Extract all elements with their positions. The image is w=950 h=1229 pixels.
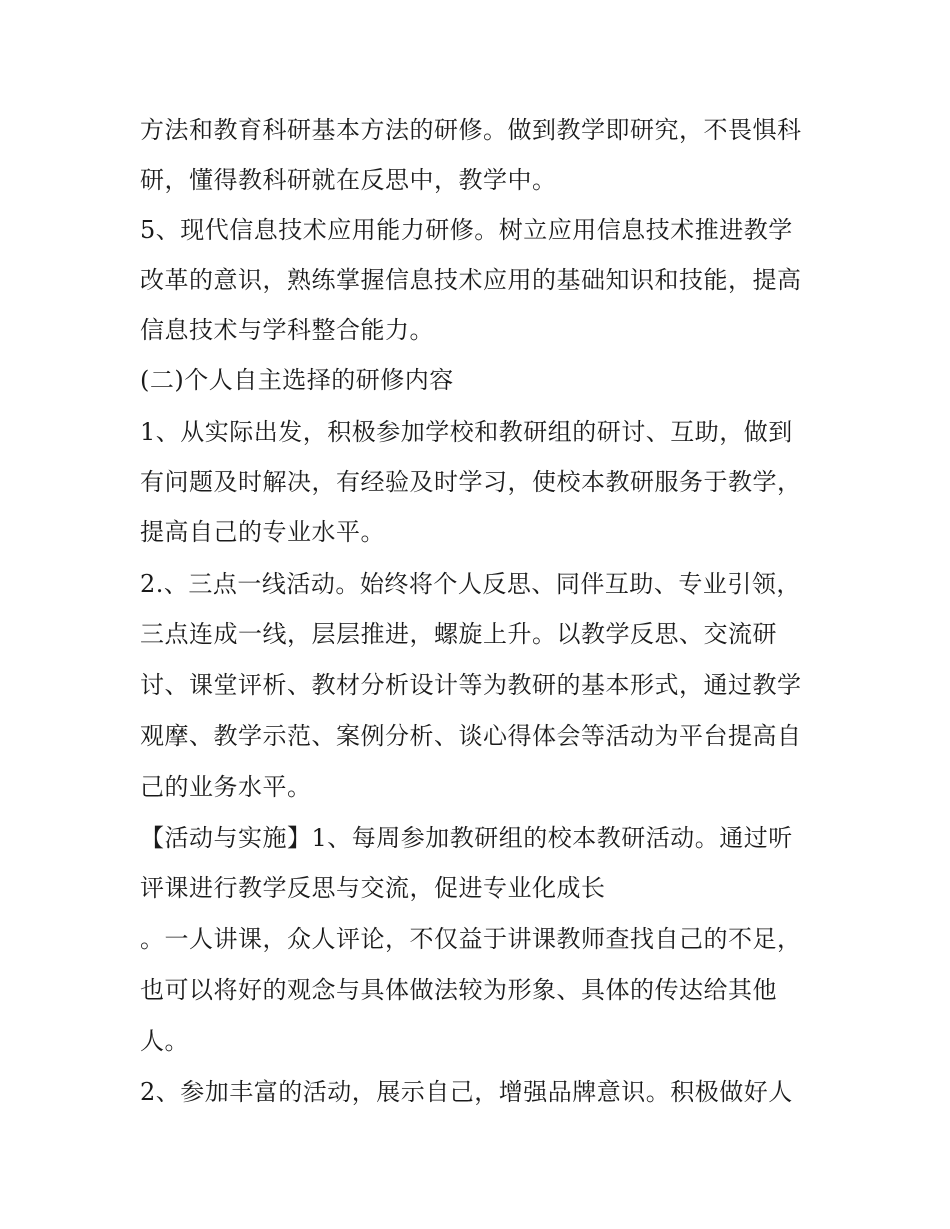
text-line: 改革的意识，熟练掌握信息技术应用的基础知识和技能，提高	[140, 266, 802, 294]
text-line: 有问题及时解决，有经验及时学习，使校本教研服务于教学，	[140, 468, 802, 496]
text-line: 研，懂得教科研就在反思中，教学中。	[140, 166, 557, 194]
text-line: 5、现代信息技术应用能力研修。树立应用信息技术推进教学	[140, 216, 793, 244]
text-line: 己的业务水平。	[140, 773, 312, 801]
text-line: 提高自己的专业水平。	[140, 518, 385, 546]
text-line: 也可以将好的观念与具体做法较为形象、具体的传达给其他	[140, 976, 777, 1004]
text-line: 1、从实际出发，积极参加学校和教研组的研讨、互助，做到	[140, 418, 793, 446]
text-line: 。一人讲课，众人评论，不仅益于讲课教师查找自己的不足，	[140, 925, 802, 953]
section-heading: (二)个人自主选择的研修内容	[140, 366, 454, 394]
text-line: 三点连成一线，层层推进，螺旋上升。以教学反思、交流研	[140, 620, 777, 648]
text-line: 人。	[140, 1027, 189, 1055]
text-line: 2、参加丰富的活动，展示自己，增强品牌意识。积极做好人	[140, 1078, 793, 1106]
text-line: 评课进行教学反思与交流，促进专业化成长	[140, 874, 606, 902]
text-line: 信息技术与学科整合能力。	[140, 316, 434, 344]
text-line: 讨、课堂评析、教材分析设计等为教研的基本形式，通过教学	[140, 671, 802, 699]
text-line: 【活动与实施】1、每周参加教研组的校本教研活动。通过听	[140, 824, 793, 852]
text-line: 2.、三点一线活动。始终将个人反思、同伴互助、专业引领，	[140, 570, 801, 598]
text-line: 观摩、教学示范、案例分析、谈心得体会等活动为平台提高自	[140, 722, 802, 750]
text-line: 方法和教育科研基本方法的研修。做到教学即研究，不畏惧科	[140, 116, 802, 144]
